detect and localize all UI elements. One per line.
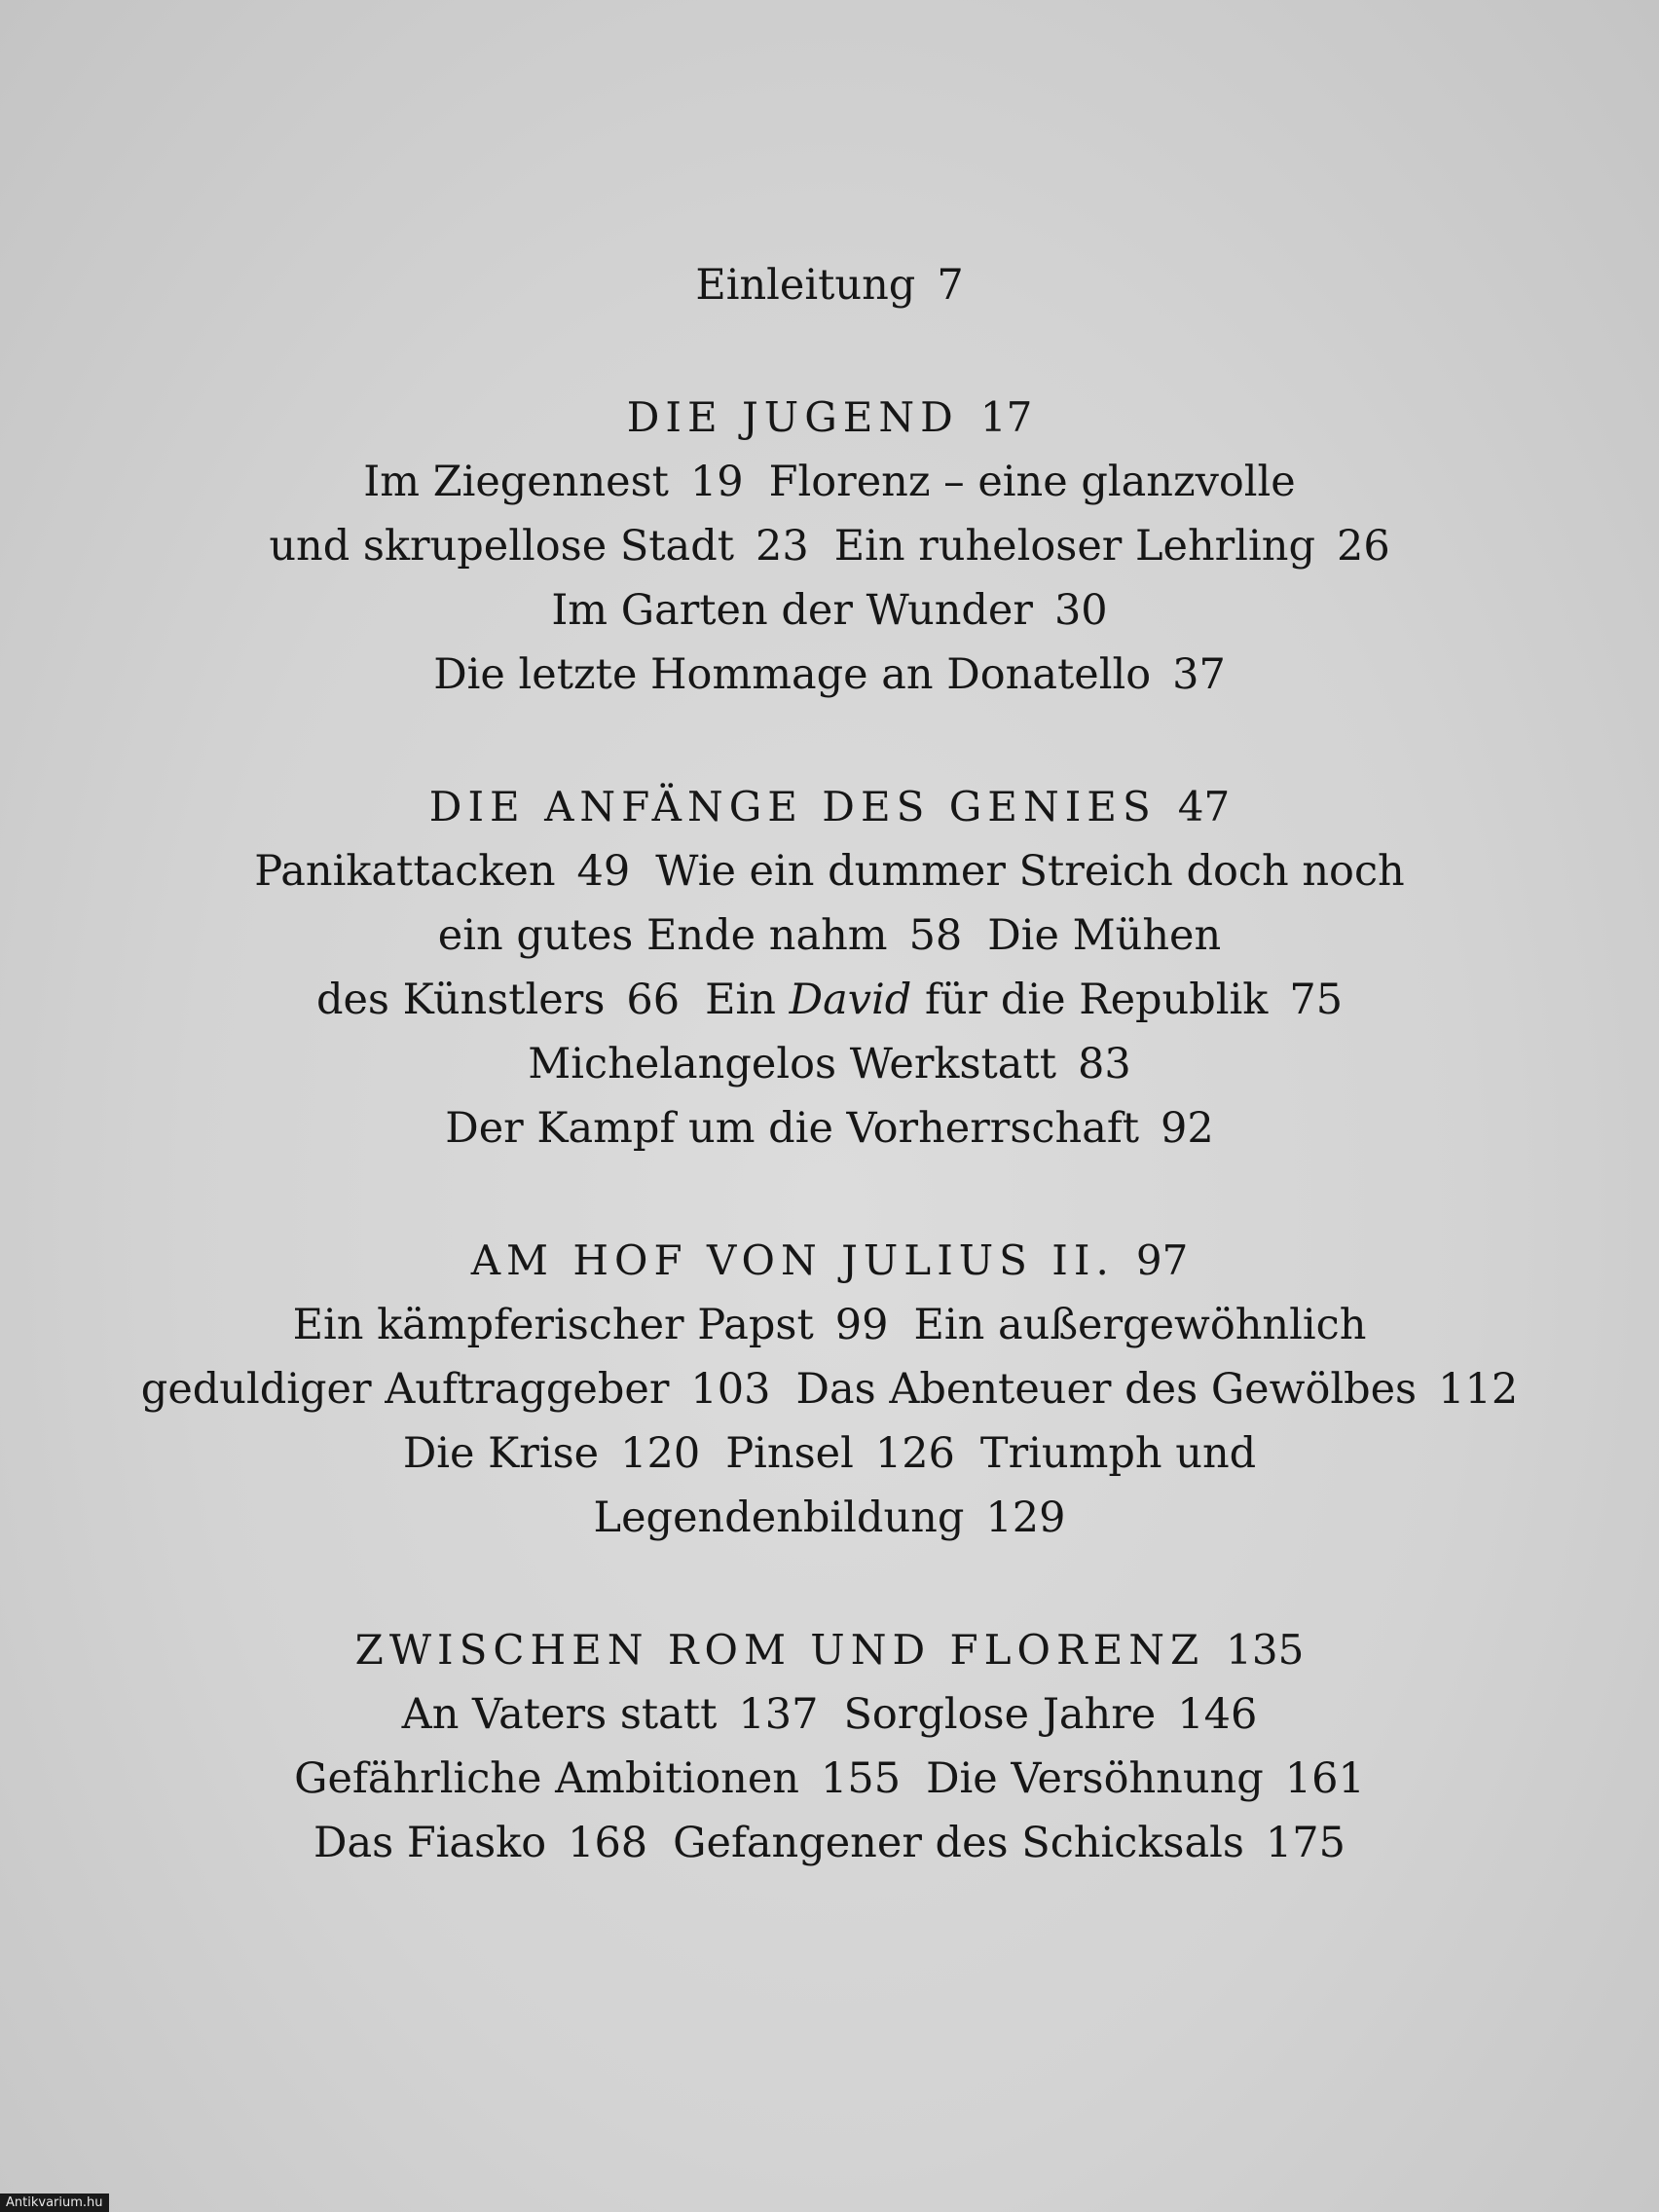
chapter-title: Michelangelos Werkstatt [528, 1040, 1056, 1088]
toc-line [0, 839, 1659, 903]
chapter-title: Die Mühen [987, 911, 1222, 960]
chapter-title: Die Versöhnung [926, 1754, 1264, 1803]
chapter-page: 37 [1172, 650, 1226, 699]
chapter-page: 129 [985, 1493, 1066, 1542]
toc-line [0, 578, 1659, 643]
chapter-page: 120 [620, 1429, 701, 1478]
chapter-page: 146 [1177, 1690, 1258, 1739]
toc-line [0, 1357, 1659, 1421]
chapter-title: geduldiger Auftraggeber [140, 1365, 670, 1414]
chapter-title: Sorglose Jahre [843, 1690, 1157, 1739]
chapter-title: Triumph und [979, 1429, 1257, 1478]
chapter-title: Im Ziegennest [363, 458, 669, 506]
section-heading [0, 1618, 1659, 1682]
toc-line [0, 968, 1659, 1032]
chapter-page: 75 [1289, 976, 1344, 1024]
chapter-title: Das Abenteuer des Gewölbes [795, 1365, 1418, 1414]
chapter-title: Ein kämpferischer Papst [292, 1301, 814, 1349]
toc-line [0, 1747, 1659, 1811]
chapter-page: 19 [689, 458, 744, 506]
toc-line [0, 1096, 1659, 1161]
toc-line [0, 514, 1659, 578]
chapter-page: 103 [690, 1365, 771, 1414]
chapter-title: Ein außergewöhnlich [913, 1301, 1367, 1349]
toc-line [0, 450, 1659, 514]
section-heading-page: 135 [1226, 1626, 1305, 1674]
chapter-page: 155 [820, 1754, 902, 1803]
chapter-title: Im Garten der Wunder [551, 586, 1033, 635]
chapter-title: Gefangener des Schicksals [673, 1819, 1244, 1867]
chapter-title: Wie ein dummer Streich doch noch [655, 847, 1405, 896]
chapter-title-italic: David [789, 976, 912, 1024]
chapter-page: 161 [1284, 1754, 1365, 1803]
section-heading-page: 47 [1177, 783, 1231, 830]
chapter-title: Legendenbildung [593, 1493, 965, 1542]
toc-line [0, 643, 1659, 707]
chapter-title: des Künstlers [315, 976, 606, 1024]
chapter-page: 23 [756, 522, 809, 571]
toc-line [0, 1811, 1659, 1875]
chapter-page: 168 [568, 1819, 648, 1867]
toc-line [0, 903, 1659, 968]
toc-line [0, 1421, 1659, 1486]
watermark: Antikvarium.hu [0, 2194, 109, 2212]
chapter-title: Die Krise [402, 1429, 600, 1478]
toc-intro-page: 7 [937, 261, 964, 310]
toc-line [0, 1293, 1659, 1357]
toc-section [0, 1618, 1659, 1875]
section-heading-title: DIE JUGEND [626, 393, 959, 441]
toc-intro-title: Einleitung [695, 261, 916, 310]
section-heading-title: DIE ANFÄNGE DES GENIES [428, 783, 1157, 830]
chapter-page: 126 [874, 1429, 955, 1478]
chapter-title: Das Fiasko [313, 1819, 547, 1867]
section-heading-page: 17 [979, 393, 1033, 441]
section-heading-title: ZWISCHEN ROM UND FLORENZ [354, 1626, 1205, 1674]
section-heading [0, 386, 1659, 450]
chapter-page: 66 [626, 976, 681, 1024]
toc-intro [0, 253, 1659, 317]
chapter-page: 99 [834, 1301, 889, 1349]
chapter-title: ein gutes Ende nahm [437, 911, 888, 960]
chapter-page: 92 [1161, 1104, 1214, 1153]
section-heading [0, 775, 1659, 839]
chapter-page: 175 [1265, 1819, 1346, 1867]
toc-line [0, 1486, 1659, 1550]
chapter-page: 58 [908, 911, 963, 960]
toc-sections [0, 386, 1659, 1875]
chapter-title: Ein ruheloser Lehrling [833, 522, 1315, 571]
chapter-title: Ein [705, 976, 790, 1024]
toc-section [0, 1229, 1659, 1550]
chapter-page: 137 [738, 1690, 819, 1739]
chapter-title: Der Kampf um die Vorherrschaft [445, 1104, 1140, 1153]
section-heading-title: AM HOF VON JULIUS II. [470, 1236, 1115, 1284]
chapter-title: Gefährliche Ambitionen [294, 1754, 799, 1803]
toc-line [0, 1682, 1659, 1747]
chapter-title: und skrupellose Stadt [269, 522, 734, 571]
chapter-title: Panikattacken [254, 847, 556, 896]
section-heading [0, 1229, 1659, 1293]
table-of-contents [0, 253, 1659, 1875]
chapter-title-continued: für die Republik [911, 976, 1269, 1024]
toc-section [0, 775, 1659, 1161]
chapter-page: 83 [1078, 1040, 1131, 1088]
chapter-page: 26 [1336, 522, 1390, 571]
chapter-page: 30 [1053, 586, 1108, 635]
chapter-title: Pinsel [725, 1429, 854, 1478]
section-heading-page: 97 [1135, 1236, 1189, 1284]
chapter-title: Florenz – eine glanzvolle [768, 458, 1296, 506]
chapter-title: An Vaters statt [401, 1690, 718, 1739]
toc-section [0, 386, 1659, 707]
toc-line [0, 1032, 1659, 1096]
chapter-page: 112 [1438, 1365, 1519, 1414]
chapter-page: 49 [576, 847, 631, 896]
chapter-title: Die letzte Hommage an Donatello [433, 650, 1152, 699]
